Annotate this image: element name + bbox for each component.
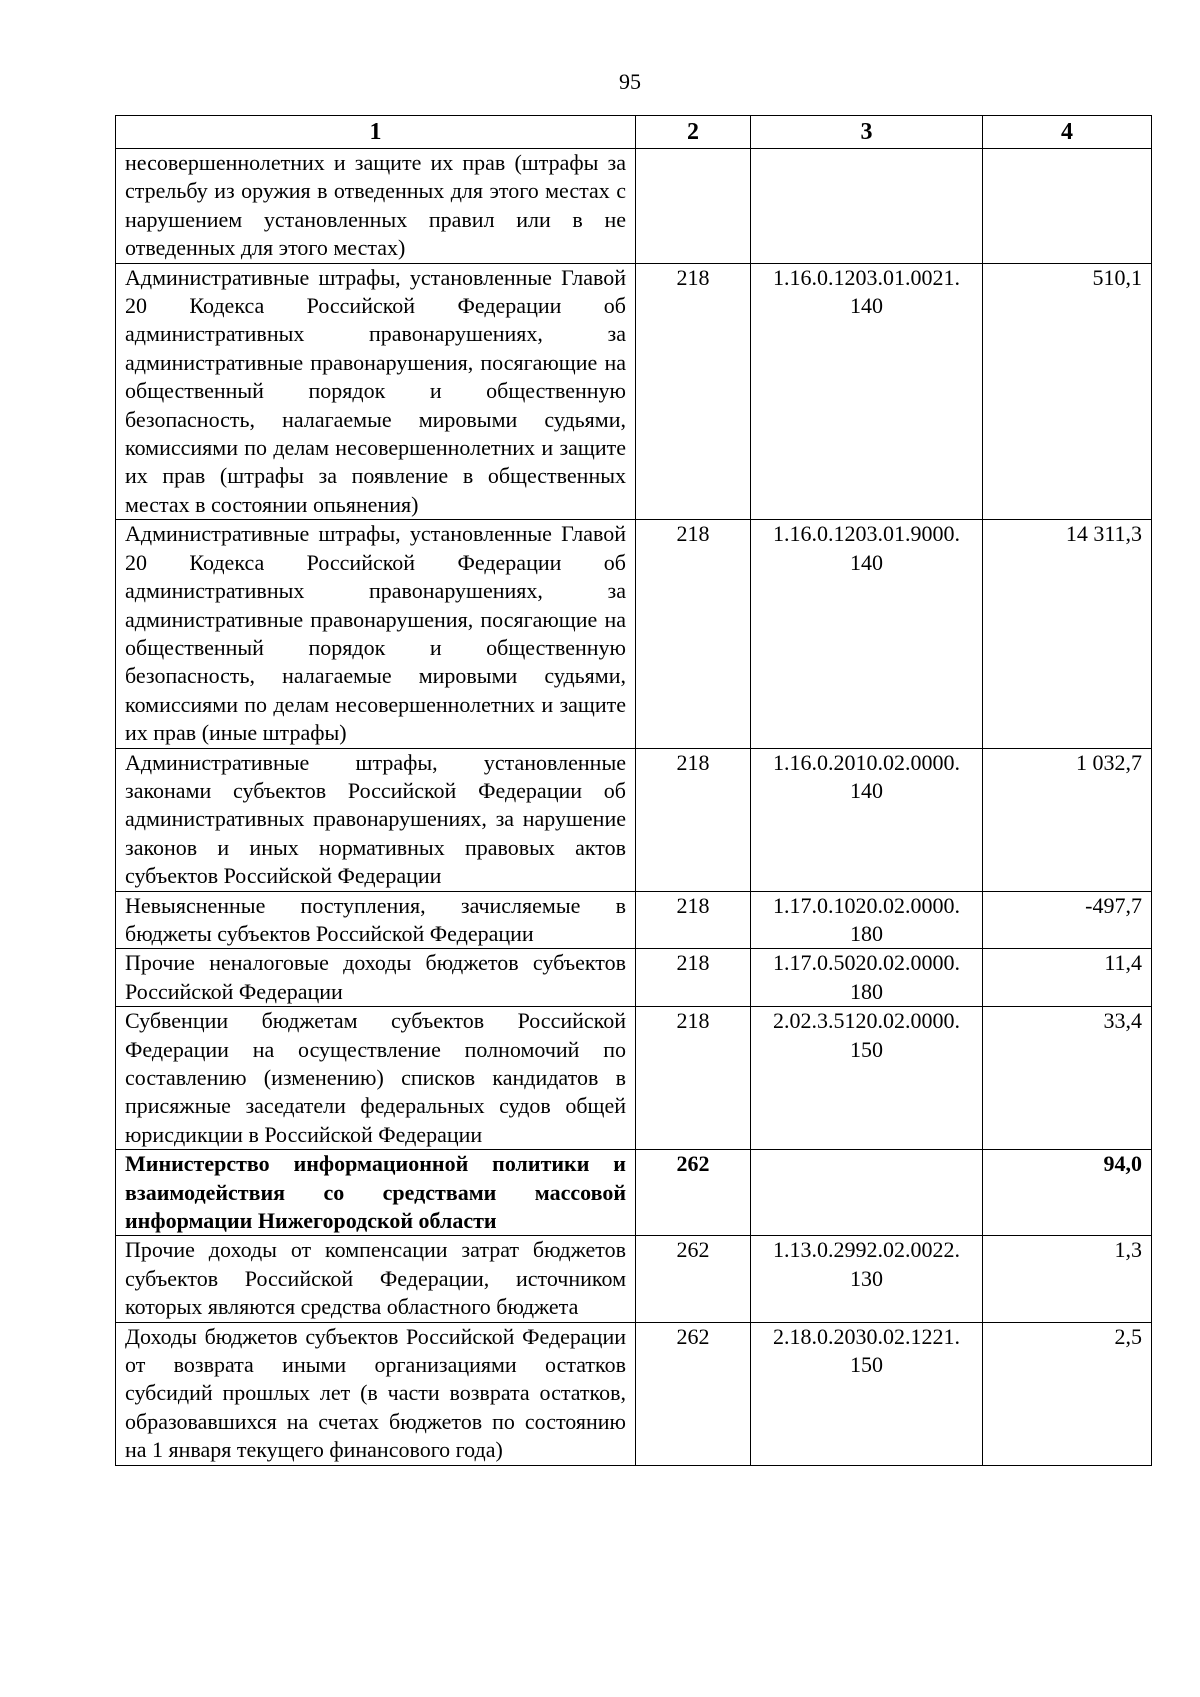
- row-description: Прочие доходы от компенсации затрат бюджетов субъектов Российской Федерации, источником которых являются средства областного бюджета: [116, 1236, 636, 1322]
- column-header-2: 2: [636, 116, 751, 149]
- row-description: Невыясненные поступления, зачисляемые в бюджеты субъектов Российской Федерации: [116, 891, 636, 949]
- row-admin-code: [636, 149, 751, 264]
- table-row: [116, 748, 1152, 891]
- row-description: Административные штрафы, установленные Главой 20 Кодекса Российской Федерации об административных правонарушениях, за административные правонарушения, посягающие на общественный порядок и общественную безопасность, налагаемые мировыми судьями, комиссиями по делам несовершеннолетних и защите их прав (иные штрафы): [116, 520, 636, 748]
- table-row: [116, 263, 1152, 520]
- row-amount: 1 032,7: [983, 748, 1152, 891]
- row-budget-code: [751, 149, 983, 264]
- row-amount: 510,1: [983, 263, 1152, 520]
- row-amount: 14 311,3: [983, 520, 1152, 748]
- table-row: [116, 891, 1152, 949]
- row-admin-code: 218: [636, 748, 751, 891]
- row-budget-code: 1.16.0.2010.02.0000. 140: [751, 748, 983, 891]
- table-row: [116, 149, 1152, 264]
- column-header-1: 1: [116, 116, 636, 149]
- row-budget-code: 2.18.0.2030.02.1221. 150: [751, 1322, 983, 1465]
- row-amount: -497,7: [983, 891, 1152, 949]
- table-row: [116, 1236, 1152, 1322]
- row-description: Административные штрафы, установленные законами субъектов Российской Федерации об административных правонарушениях, за нарушение законов и иных нормативных правовых актов субъектов Российской Федерации: [116, 748, 636, 891]
- row-admin-code: 262: [636, 1322, 751, 1465]
- row-budget-code: 1.13.0.2992.02.0022. 130: [751, 1236, 983, 1322]
- table-row: [116, 949, 1152, 1007]
- column-header-3: 3: [751, 116, 983, 149]
- row-amount: 2,5: [983, 1322, 1152, 1465]
- row-description: Министерство информационной политики и взаимодействия со средствами массовой информации Нижегородской области: [116, 1150, 636, 1236]
- column-header-4: 4: [983, 116, 1152, 149]
- row-amount: 33,4: [983, 1007, 1152, 1150]
- row-budget-code: 2.02.3.5120.02.0000. 150: [751, 1007, 983, 1150]
- row-amount: 11,4: [983, 949, 1152, 1007]
- page-number: 95: [619, 69, 641, 94]
- row-admin-code: 218: [636, 263, 751, 520]
- row-budget-code: [751, 1150, 983, 1236]
- row-budget-code: 1.16.0.1203.01.0021. 140: [751, 263, 983, 520]
- row-admin-code: 218: [636, 520, 751, 748]
- row-description: несовершеннолетних и защите их прав (штрафы за стрельбу из оружия в отведенных для этого местах с нарушением установленных правил или в не отведенных для этого местах): [116, 149, 636, 264]
- row-admin-code: 218: [636, 1007, 751, 1150]
- row-budget-code: 1.17.0.1020.02.0000. 180: [751, 891, 983, 949]
- row-admin-code: 218: [636, 949, 751, 1007]
- row-budget-code: 1.16.0.1203.01.9000. 140: [751, 520, 983, 748]
- row-amount: [983, 149, 1152, 264]
- row-admin-code: 262: [636, 1236, 751, 1322]
- row-description: Субвенции бюджетам субъектов Российской Федерации на осуществление полномочий по составлению (изменению) списков кандидатов в присяжные заседатели федеральных судов общей юрисдикции в Российской Федерации: [116, 1007, 636, 1150]
- row-description: Доходы бюджетов субъектов Российской Федерации от возврата иными организациями остатков субсидий прошлых лет (в части возврата остатков, образовавшихся на счетах бюджетов по состоянию на 1 января текущего финансового года): [116, 1322, 636, 1465]
- row-amount: 94,0: [983, 1150, 1152, 1236]
- table-row: [116, 1150, 1152, 1236]
- table-row: [116, 1007, 1152, 1150]
- table-header-row: [116, 116, 1152, 149]
- row-admin-code: 262: [636, 1150, 751, 1236]
- table-row: [116, 1322, 1152, 1465]
- row-description: Прочие неналоговые доходы бюджетов субъектов Российской Федерации: [116, 949, 636, 1007]
- row-amount: 1,3: [983, 1236, 1152, 1322]
- table-row: [116, 520, 1152, 748]
- row-budget-code: 1.17.0.5020.02.0000. 180: [751, 949, 983, 1007]
- budget-table: [115, 115, 1152, 1466]
- row-admin-code: 218: [636, 891, 751, 949]
- row-description: Административные штрафы, установленные Главой 20 Кодекса Российской Федерации об административных правонарушениях, за административные правонарушения, посягающие на общественный порядок и общественную безопасность, налагаемые мировыми судьями, комиссиями по делам несовершеннолетних и защите их прав (штрафы за появление в общественных местах в состоянии опьянения): [116, 263, 636, 520]
